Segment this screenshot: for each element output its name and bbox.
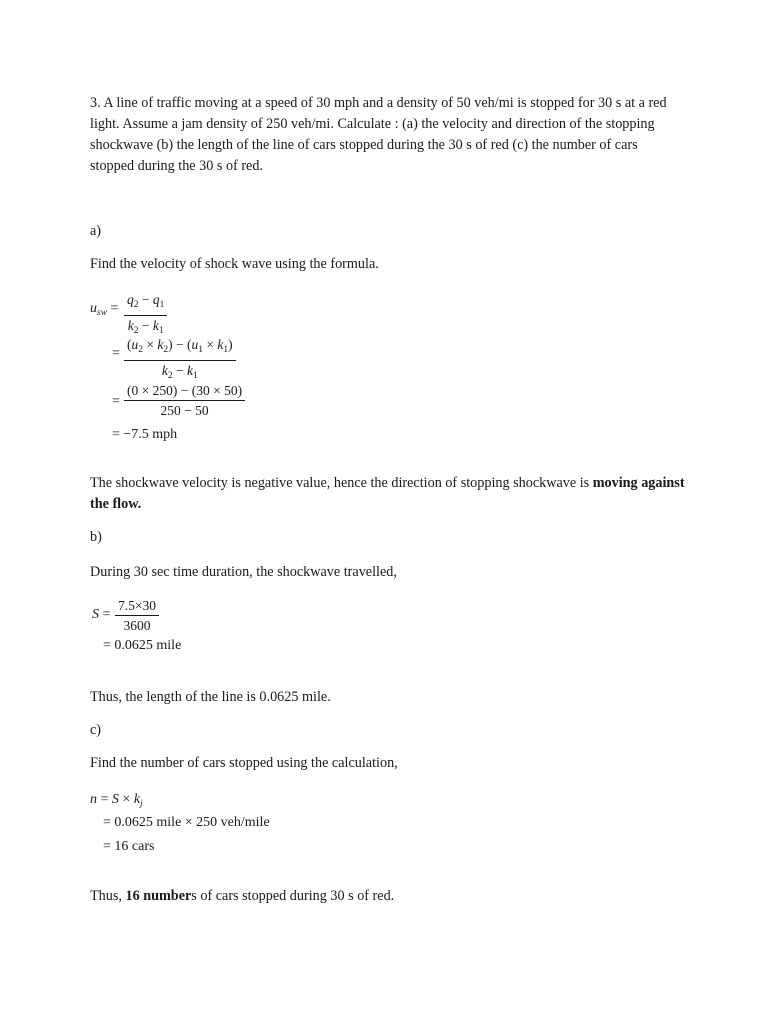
formula-fraction-3: (0 × 250) − (30 × 50) 250 − 50: [124, 382, 245, 419]
part-a-conclusion: The shockwave velocity is negative value, hence the direction of stopping shockwave is moving against the flow.: [90, 475, 685, 512]
problem-statement: 3. A line of traffic moving at a speed of 30 mph and a density of 50 veh/mi is stopped for 30 s at a red light. Assume a jam density of 250 veh/mi. Calculate : (a) the velocity and direction of the stopping shockwave (b) the length of the line of cars stopped during the 30 s of red (c) the number of cars stopped during the 30 s of red.: [90, 95, 667, 174]
distance-fraction: 7.5×30 3600: [115, 597, 159, 634]
formula-fraction-2: $(u_2 \times k_2) - (u_1 \times k_1)$ $k_2 - k_1$: [124, 336, 236, 385]
cars-step-2: = 16 cars: [103, 839, 155, 854]
cars-count-bold: 16 number: [125, 888, 192, 904]
usw-symbol: $u_{sw}$ =: [90, 301, 119, 318]
cars-step-1: = 0.0625 mile × 250 veh/mile: [103, 815, 270, 830]
direction-bold: moving against the flow.: [90, 475, 685, 512]
part-a-intro: Find the velocity of shock wave using the formula.: [90, 256, 379, 272]
part-c-label: c): [90, 722, 102, 738]
part-c-conclusion: Thus, 16 numbers of cars stopped during 30 s of red.: [90, 888, 395, 904]
part-b-conclusion: Thus, the length of the line is 0.0625 mile.: [90, 689, 331, 705]
part-a-label: a): [90, 223, 102, 239]
part-c-intro: Find the number of cars stopped using the calculation,: [90, 755, 398, 771]
formula-fraction-1: $q_2 - q_1$ $k_2 - k_1$: [124, 291, 167, 340]
velocity-result: = −7.5 mph: [112, 427, 178, 442]
part-b-intro: During 30 sec time duration, the shockwave travelled,: [90, 564, 397, 580]
distance-result: = 0.0625 mile: [103, 638, 182, 653]
part-b-label: b): [90, 529, 102, 545]
